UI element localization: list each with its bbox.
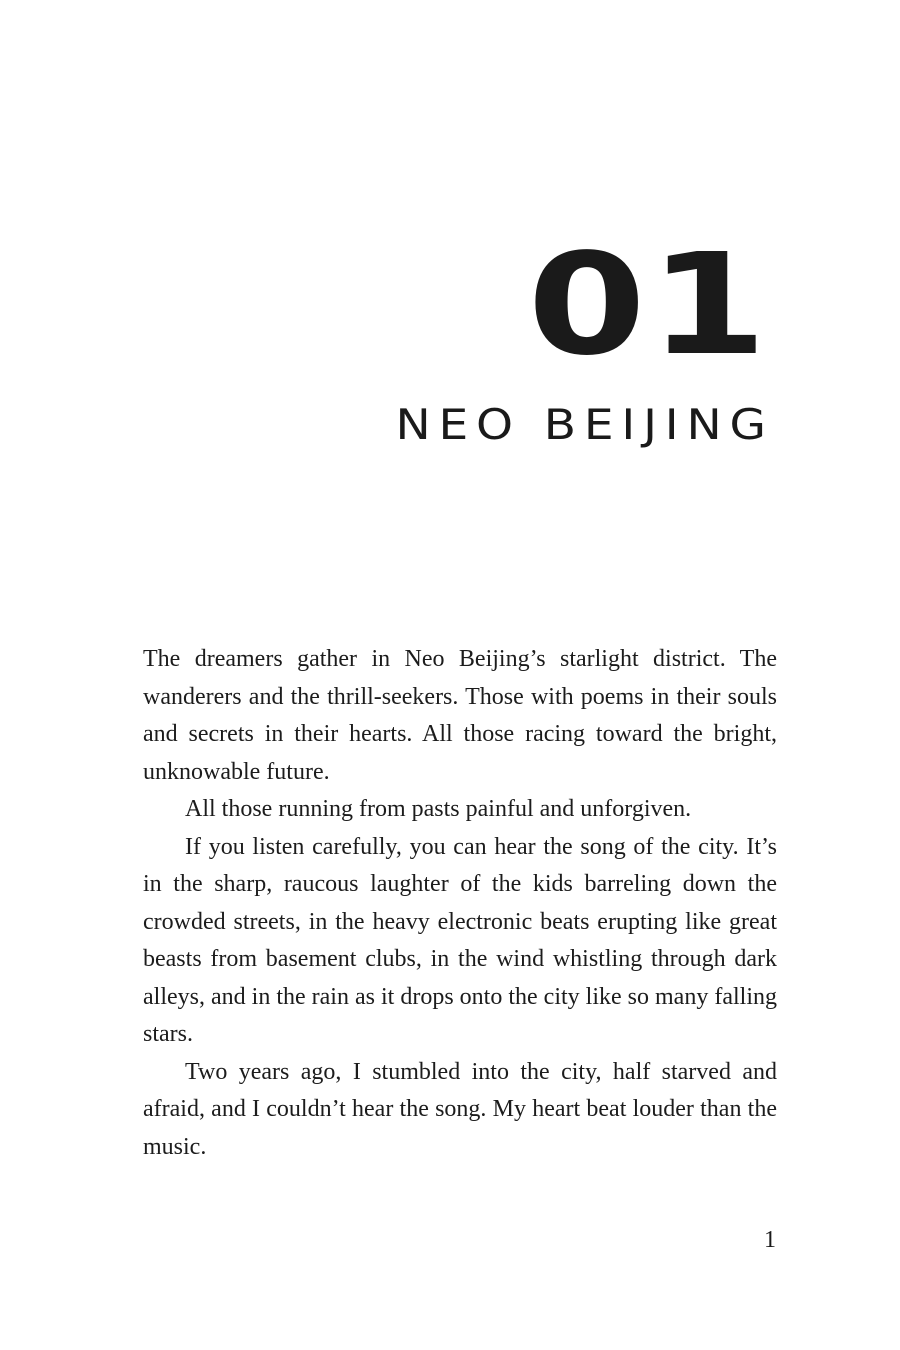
chapter-number: 01 — [527, 224, 770, 387]
body-text — [143, 641, 777, 1166]
paragraph-1: The dreamers gather in Neo Beijing’s starlight district. The wanderers and the thrill-seekers. Those with poems in their souls and secrets in their hearts. All those racing toward the bright, unknowable future. — [143, 646, 777, 785]
chapter-title: NEO BEIJING — [395, 400, 774, 449]
paragraph-2: All those running from pasts painful and unforgiven. — [185, 796, 692, 822]
paragraph-3: If you listen carefully, you can hear the song of the city. It’s in the sharp, raucous laughter of the kids barreling down the crowded streets, in the heavy electronic beats erupting like great beasts from basement clubs, in the wind whistling through dark alleys, and in the rain as it drops onto the city like so many falling stars. — [143, 833, 777, 1047]
page-number: 1 — [764, 1227, 776, 1253]
paragraph-4: Two years ago, I stumbled into the city, half starved and afraid, and I couldn’t hear the song. My heart beat louder than the music. — [143, 1058, 777, 1160]
